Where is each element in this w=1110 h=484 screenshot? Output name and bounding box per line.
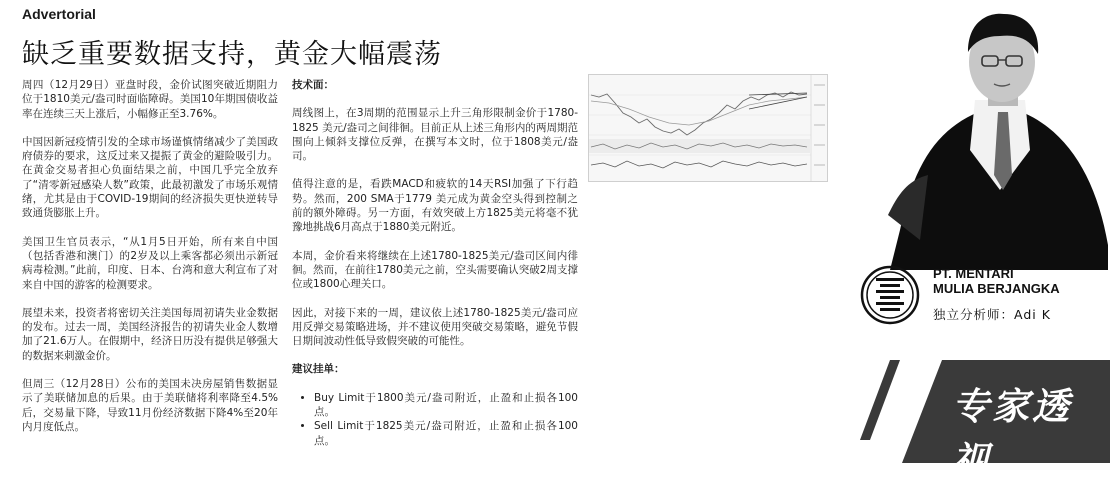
- paragraph: 中国因新冠疫情引发的全球市场谨慎情绪减少了美国政府债券的要求，这反过来又提振了黄金的避险吸引力。在黄金交易者担心负面结果之前，中国几乎完全放弃了“清零新冠感染人数”政策，此最初激发了市场乐观情绪，尤其是由于COVID-19期间的经济损失更快逆转导致通货膨胀上升。: [22, 135, 278, 220]
- price-chart-image: [588, 74, 828, 182]
- recommendation-heading: 建议挂单：: [292, 363, 345, 376]
- company-name: [933, 266, 1060, 296]
- company-name-line: PT. MENTARI: [933, 266, 1014, 281]
- paragraph: 周线图上，在3周期的范围显示上升三角形限制金价于1780-1825 美元/盎司之间徘徊。目前正从上述三角形内的两周期范围向上倾斜支撑位反弹，在撰写本文时，位于1808美元/盎司。: [292, 107, 578, 163]
- article-column-1: [22, 78, 278, 448]
- analyst-name: 独立分析师：Adi K: [933, 307, 1051, 322]
- article-column-2: [292, 78, 578, 448]
- company-seal-icon: [860, 265, 920, 325]
- analyst-portrait-graphic: [880, 0, 1110, 270]
- chart-graphic: [589, 75, 827, 181]
- list-item: • Buy Limit于1800美元/盎司附近，止盈和止损各100 点。: [314, 391, 578, 420]
- paragraph: 值得注意的是，看跌MACD和疲软的14天RSI加强了下行趋势。然而，200 SMA于1779 美元成为黄金空头得到控制之前的额外障碍。另一方面，有效突破上方1825美元将毫不犹豫地挑战6月高点于1880美元附近。: [292, 178, 578, 234]
- paragraph: 周四（12月29日）亚盘时段，金价试图突破近期阻力位于1810美元/盎司时面临障碍。美国10年期国债收益率在连续三天上涨后，小幅修正至3.76%。: [22, 79, 278, 120]
- paragraph: 美国卫生官员表示，“从1月5日开始，所有来自中国（包括香港和澳门）的2岁及以上乘客都必须出示新冠病毒检测。”此前，印度、日本、台湾和意大利宣布了对来自中国的游客的检测要求。: [22, 235, 278, 291]
- list-item: • Sell Limit于1825美元/盎司附近，止盈和止损各100 点。: [314, 419, 578, 448]
- paragraph: 展望未来，投资者将密切关注美国每周初请失业金数据的发布。过去一周，美国经济报告的初请失业金人数增加了21.6万人。在假期中，经济日历没有提供足够强大的数据来刺激金价。: [22, 306, 278, 362]
- recommendation-list: [292, 391, 578, 448]
- paragraph: 本周，金价看来将继续在上述1780-1825美元/盎司区间内徘徊。然而，在前往1780美元之前，空头需要确认突破2周支撑位或1800心理关口。: [292, 249, 578, 291]
- technical-heading: 技术面：: [292, 79, 334, 91]
- paragraph: 但周三（12月28日）公布的美国未决房屋销售数据显示了美联储加息的后果。由于美联储将利率降至4.5%后，交易量下降，导致11月份经济数据下降4%至20年内月度低点。: [22, 378, 278, 433]
- company-name-line: MULIA BERJANGKA: [933, 281, 1060, 296]
- expert-view-banner: [860, 360, 1110, 482]
- advertorial-tag: Advertorial: [22, 6, 96, 22]
- recommendation-block: [292, 362, 578, 447]
- paragraph: 因此，对接下来的一周，建议依上述1780-1825美元/盎司应用反弹交易策略进场，并不建议使用突破交易策略，避免节假日期间波动性低导致假突破的可能性。: [292, 306, 578, 348]
- headline: 缺乏重要数据支持，黄金大幅震荡: [22, 39, 442, 70]
- analyst-portrait: [880, 0, 1110, 270]
- banner-title: 专家透视: [952, 385, 1072, 482]
